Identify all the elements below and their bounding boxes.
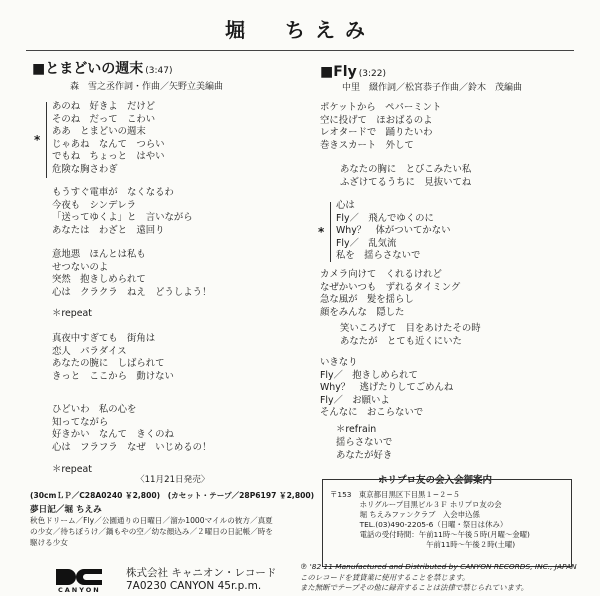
fanclub-details: 〒153 東京都目黒区下目黒１−２−５ ホリグループ目黒ビル３Ｆ ホリプロ友の会 堀 ちえみファンクラブ 入会申込係 TEL.(03)490-2205-6（日曜・祭日は休み） 電話の受付時間：午前11時〜午後５時(月曜〜金曜) 午前11時〜午後２時(土曜) xyxy=(330,490,530,549)
copyright-notice: ℗ '82·11 Manufactured and Distributed by CANYON RECORDS, INC., JAPAN このレコードを賃貸業に使用することを禁じます。 また無断でテープその他に録音することは法律で禁じられています。 xyxy=(300,562,577,592)
song2-duration: (3:22) xyxy=(358,69,386,79)
song2-chorus: 心は Fly／ 飛んでゆくのに Why？ 体がついてかない Fly／ 乱気流 私を 揺らさないで xyxy=(336,200,451,261)
song1-credit: 森 雪之丞作詞・作曲／矢野立美編曲 xyxy=(70,82,224,92)
song2-verse5: いきなり Fly／ 抱きしめられて Why？ 逃げたりしてごめんね Fly／ お願いよ そんなに おこらないで xyxy=(320,357,454,418)
song2-chorus-bracket xyxy=(330,202,331,262)
fanclub-title: ホリプロ友の会入会御案内 xyxy=(378,475,493,486)
song2-chorus-asterisk: * xyxy=(318,225,325,239)
canyon-logo xyxy=(54,568,118,592)
canyon-logo-mark-icon xyxy=(54,568,118,586)
release-date: 〈11月21日発売〉 xyxy=(136,475,210,485)
song1-duration: (3:47) xyxy=(145,66,173,76)
release-formats: (30cmＬＰ／C28A0240 ￥2,800) (カセット・テープ／28P6197 ￥2,800) xyxy=(30,491,315,500)
song1-repeat1: ＊repeat xyxy=(52,308,92,319)
song1-heading xyxy=(32,58,172,78)
song2-verse1: ポケットから ペパーミント 空に投げて ほおばるのよ レオタードで 踊りたいわ 巻きスカート 外して xyxy=(320,102,442,151)
canyon-logo-text: CANYON xyxy=(58,586,101,594)
album-tracklist: 秋色ドリーム／Fly／公園通りの日曜日／溜か1000マイルの彼方／真夏 の少女／待ちぼうけ／鍋もやの空／幼な顔込み／２曜日の日記帳／時を 駆ける少女 xyxy=(30,516,273,547)
song2-verse3: カメラ向けて くれるけれど なぜかいつも ずれるタイミング 急な風が 髪を揺らし 顔をみんな 隠した xyxy=(320,269,461,318)
company-name: 株式会社 キャニオン・レコード xyxy=(126,567,277,579)
page-title: 堀 ちえみ xyxy=(225,18,375,42)
song1-chorus-bracket xyxy=(46,102,47,178)
song1-repeat2: ＊repeat xyxy=(52,464,92,475)
song2-refrain: ＊refrain xyxy=(336,424,377,435)
song1-chorus-asterisk: * xyxy=(34,133,41,147)
song2-verse4: 笑いころげて 目をあけたその時 あなたが とても近くにいた xyxy=(340,323,481,347)
song2-credit: 中里 綴作詞／松宮恭子作曲／鈴木 茂編曲 xyxy=(342,83,523,93)
song1-verse5: ひどいわ 私の心を 知ってながら 好きかい なんて きくのね 心は フラフラ なぜ いじめるの！ xyxy=(52,404,212,453)
song1-verse4: 真夜中すぎても 街角は 恋人 パラダイス あなたの腕に しばられて きっと ここから 動けない xyxy=(52,333,174,382)
title-divider xyxy=(26,50,574,51)
song1-verse1: あのね 好きよ だけど そのね だって こわい ああ とまどいの週末 じゃあね なんて つらい でもね ちょっと はやい 危険な胸さわぎ xyxy=(52,101,165,175)
song1-verse2: もうすぐ電車が なくなるわ 今夜も シンデレラ 「送ってゆくよ」と 言いながら あなたは わざと 遠回り xyxy=(52,187,193,236)
song2-heading xyxy=(320,64,386,80)
catalog-number: 7A0230 CANYON 45r.p.m. xyxy=(126,580,262,592)
song1-title: ■とまどいの週末 xyxy=(32,61,144,77)
song1-verse3: 意地悪 ほんとは私も せつないのよ 突然 抱きしめられて 心は クラクラ ねえ どうしよう！ xyxy=(52,249,212,298)
song2-verse2: あなたの胸に とびこみたい私 ふざけてるうちに 見抜いてね xyxy=(340,164,472,188)
song2-title: ■Fly xyxy=(320,64,357,80)
song2-ending: 揺らさないで あなたが好き xyxy=(336,437,393,461)
album-title: 夢日記／堀 ちえみ xyxy=(30,505,102,515)
